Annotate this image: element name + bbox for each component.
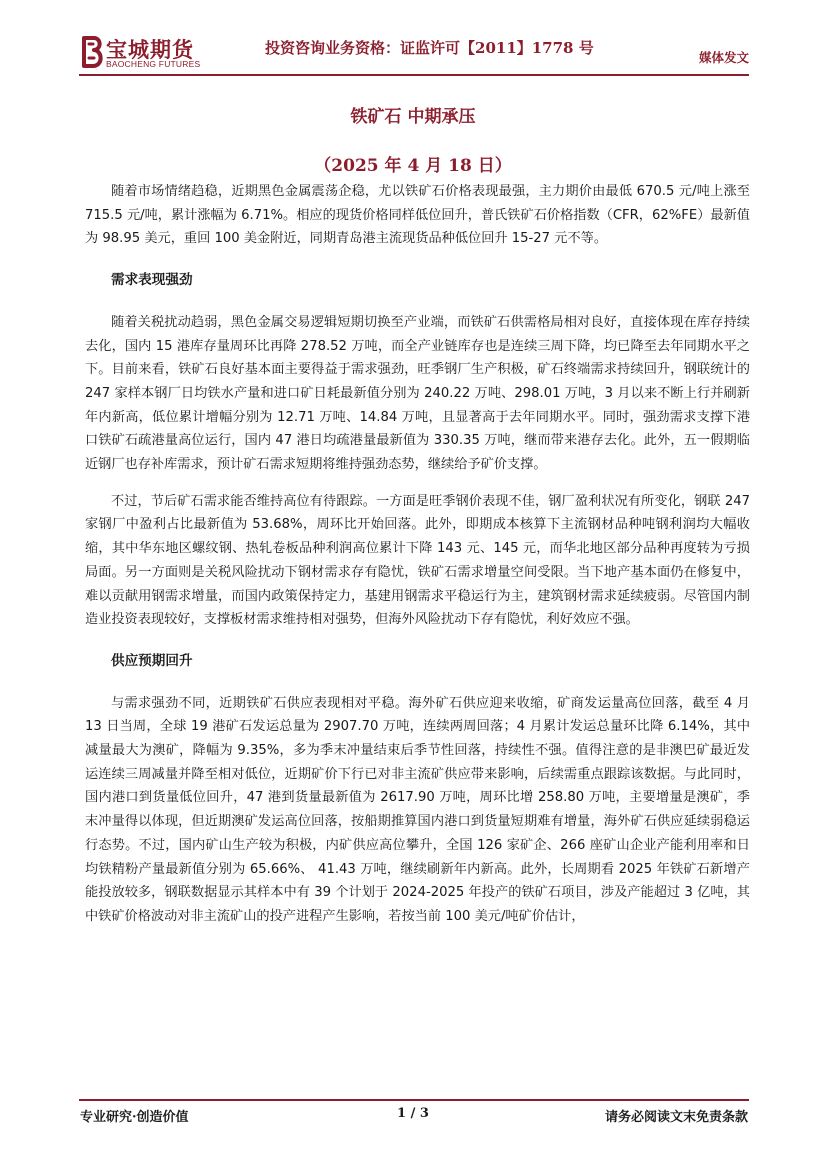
logo-english-name: BAOCHENG FUTURES <box>106 59 201 69</box>
section-heading-demand: 需求表现强劲 <box>111 272 193 289</box>
footer-slogan: 专业研究·创造价值 <box>80 1110 189 1125</box>
header-divider <box>79 74 749 76</box>
article-title: 铁矿石 中期承压 <box>350 107 476 127</box>
supply-paragraph-1: 与需求强劲不同，近期铁矿石供应表现相对平稳。海外矿石供应迎来收缩，矿商发运量高位回落，截至 4 月 13 日当周，全球 19 港矿石发运总量为 2907.70 万吨，连续两周回落；4 月累计发运总量环比降 6.14%，其中减量最大为澳矿，降幅为 9.35%，多为季末冲量结束后季节性回落，持续性不强。值得注意的是非澳巴矿最近发运连续三周减量并降至相对低位，近期矿价下行已对非主流矿供应带来影响，后续需重点跟踪该数据。与此同时，国内港口到货量低位回升，47 港到货量最新值为 2617.90 万吨，周环比增 258.80 万吨，主要增量是澳矿，季末冲量得以体现，但近期澳矿发运高位回落，按船期推算国内港口到货量短期难有增量，海外矿石供应延续弱稳运行态势。不过，国内矿山生产较为积极，内矿供应高位攀升，全国 126 家矿企、266 座矿山企业产能利用率和日均铁精粉产量最新值分别为 65.66%、 41.43 万吨，继续刷新年内新高。此外，长周期看 2025 年铁矿石新增产能投放较多，钢联数据显示其样本中有 39 个计划于 2024-2025 年投产的铁矿石项目，涉及产能超过 3 亿吨，其中铁矿价格波动对非主流矿山的投产进程产生影响，若按当前 100 美元/吨矿价估计， <box>85 695 750 924</box>
page-header <box>0 0 826 80</box>
demand-paragraph-1: 随着关税扰动趋弱，黑色金属交易逻辑短期切换至产业端，而铁矿石供需格局相对良好，直接体现在库存持续去化，国内 15 港库存量周环比再降 278.52 万吨，而全产业链库存也是连续三周下降，均已降至去年同期水平之下。目前来看，铁矿石良好基本面主要得益于需求强劲，旺季钢厂生产积极，矿石终端需求持续回升，钢联统计的 247 家样本钢厂日均铁水产量和进口矿日耗最新值分别为 240.22 万吨、298.01 万吨，3 月以来不断上行并刷新年内新高，低位累计增幅分别为 12.71 万吨、14.84 万吨，且显著高于去年同期水平。同时，强劲需求支撑下港口铁矿石疏港量高位运行，国内 47 港日均疏港量最新值为 330.35 万吨，继而带来港存去化。此外，五一假期临近钢厂也存补库需求，预计矿石需求短期将维持强劲态势，继续给予矿价支撑。 <box>85 314 750 473</box>
company-logo <box>79 32 214 74</box>
logo-chinese-name: 宝城期货 <box>106 37 194 62</box>
baocheng-logo-icon <box>79 35 105 69</box>
category-label: 媒体发文 <box>698 50 749 65</box>
article-body <box>85 180 750 929</box>
qualification-text: 投资咨询业务资格：证监许可【2011】1778 号 <box>265 39 594 57</box>
page-number: 1 / 3 <box>397 1106 429 1121</box>
demand-paragraph-2: 不过，节后矿石需求能否维持高位有待跟踪。一方面是旺季钢价表现不佳，钢厂盈利状况有所变化，钢联 247 家钢厂中盈利占比最新值为 53.68%，周环比开始回落。此外，即期成本核算下主流钢材品种吨钢利润均大幅收缩，其中华东地区螺纹钢、热轧卷板品种利润高位累计下降 143 元、145 元，而华北地区部分品种再度转为亏损局面。另一方面则是关税风险扰动下钢材需求存有隐忧，铁矿石需求增量空间受限。当下地产基本面仍在修复中，难以贡献用钢需求增量，而国内政策保持定力，基建用钢需求平稳运行为主，建筑钢材需求延续疲弱。尽管国内制造业投资表现较好，支撑板材需求维持相对强势，但海外风险扰动下存有隐忧，利好效应不强。 <box>85 493 750 628</box>
article-date: （2025 年 4 月 18 日） <box>314 156 512 176</box>
footer-disclaimer: 请务必阅读文末免责条款 <box>604 1110 748 1125</box>
section-heading-supply: 供应预期回升 <box>111 652 193 669</box>
footer-divider <box>79 1099 749 1101</box>
intro-paragraph: 随着市场情绪趋稳，近期黑色金属震荡企稳，尤以铁矿石价格表现最强，主力期价由最低 670.5 元/吨上涨至 715.5 元/吨，累计涨幅为 6.71%。相应的现货价格同样低位回升，普氏铁矿石价格指数（CFR，62%FE）最新值为 98.95 美元，重回 100 美金附近，同期青岛港主流现货品种低位回升 15-27 元不等。 <box>85 184 750 247</box>
